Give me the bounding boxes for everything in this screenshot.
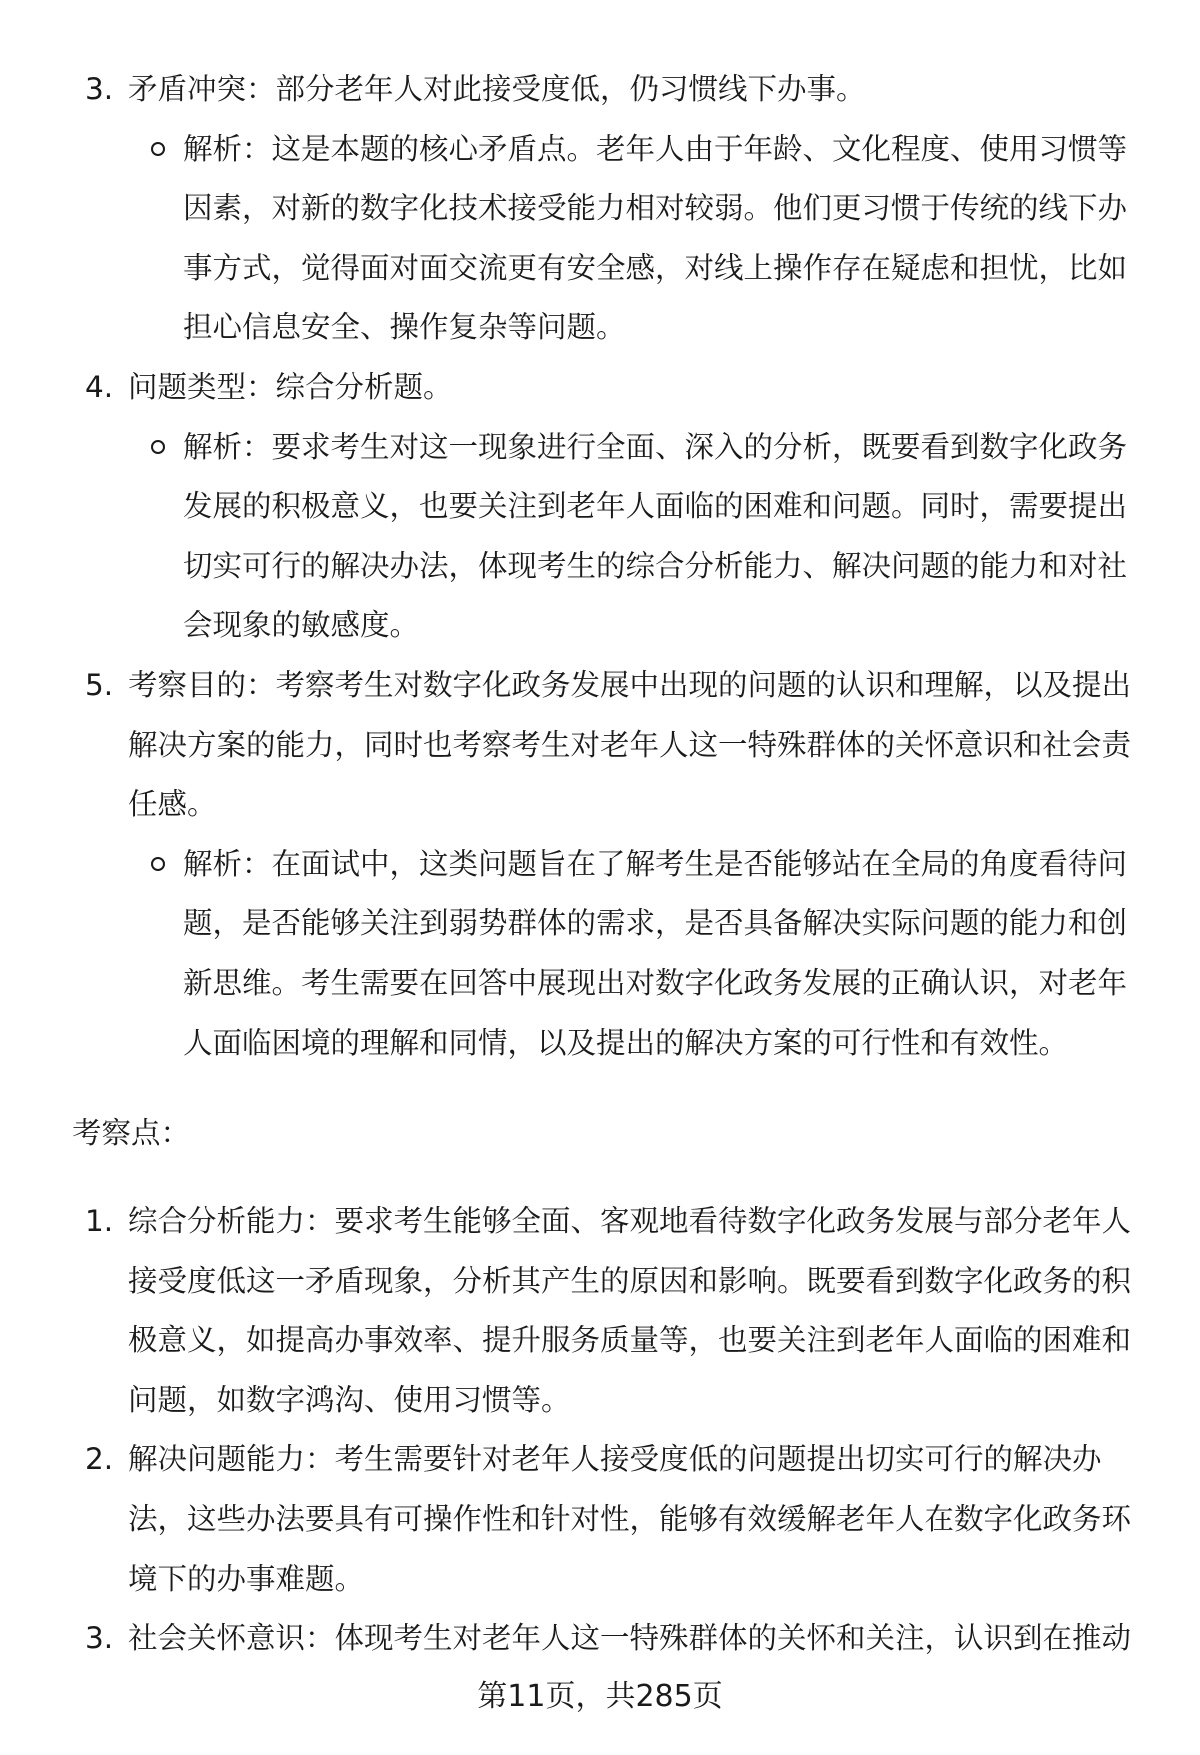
list-item-text: 考察目的：考察考生对数字化政务发展中出现的问题的认识和理解，以及提出 bbox=[128, 668, 1132, 702]
list-item-text: 综合分析能力：要求考生能够全面、客观地看待数字化政务发展与部分老年人 bbox=[128, 1204, 1132, 1238]
hollow-bullet-icon bbox=[151, 142, 165, 156]
analysis-text: 会现象的敏感度。 bbox=[183, 608, 420, 643]
analysis-text: 切实可行的解决办法，体现考生的综合分析能力、解决问题的能力和对社 bbox=[183, 548, 1128, 583]
list-item-text: 境下的办事难题。 bbox=[128, 1561, 365, 1596]
analysis-text: 发展的积极意义，也要关注到老年人面临的困难和问题。同时，需要提出 bbox=[183, 489, 1128, 524]
analysis-text: 人面临困境的理解和同情，以及提出的解决方案的可行性和有效性。 bbox=[183, 1025, 1069, 1060]
list-item-text: 任感。 bbox=[128, 787, 217, 822]
list-item-number: 4. bbox=[85, 370, 114, 404]
list-item-text: 社会关怀意识：体现考生对老年人这一特殊群体的关怀和关注，认识到在推动 bbox=[128, 1621, 1132, 1656]
analysis-text: 因素，对新的数字化技术接受能力相对较弱。他们更习惯于传统的线下办 bbox=[183, 191, 1128, 226]
list-item-text: 解决问题能力：考生需要针对老年人接受度低的问题提出切实可行的解决办 bbox=[128, 1442, 1102, 1477]
list-item-text: 解决方案的能力，同时也考察考生对老年人这一特殊群体的关怀意识和社会责 bbox=[128, 727, 1132, 762]
analysis-text: 事方式，觉得面对面交流更有安全感，对线上操作存在疑虑和担忧，比如 bbox=[183, 250, 1128, 285]
analysis-text: 解析：在面试中，这类问题旨在了解考生是否能够站在全局的角度看待问 bbox=[183, 846, 1128, 881]
list-item-number: 1. bbox=[85, 1204, 114, 1238]
list-item-number: 3. bbox=[85, 72, 114, 106]
analysis-text: 新思维。考生需要在回答中展现出对数字化政务发展的正确认识，对老年 bbox=[183, 966, 1128, 1000]
list-item-number: 2. bbox=[85, 1442, 114, 1477]
hollow-bullet-icon bbox=[151, 440, 165, 454]
list-item-text: 极意义，如提高办事效率、提升服务质量等，也要关注到老年人面临的困难和 bbox=[128, 1323, 1132, 1358]
list-item-text: 法，这些办法要具有可操作性和针对性，能够有效缓解老年人在数字化政务环 bbox=[128, 1502, 1132, 1536]
list-item-text: 问题，如数字鸿沟、使用习惯等。 bbox=[128, 1382, 571, 1417]
hollow-bullet-icon bbox=[151, 857, 165, 871]
list-item-text: 接受度低这一矛盾现象，分析其产生的原因和影响。既要看到数字化政务的积 bbox=[128, 1263, 1132, 1298]
analysis-text: 担心信息安全、操作复杂等问题。 bbox=[183, 310, 626, 345]
list-item-number: 3. bbox=[85, 1621, 114, 1656]
page-number-footer: 第11页，共285页 bbox=[477, 1679, 723, 1714]
list-item-number: 5. bbox=[85, 668, 114, 702]
analysis-text: 题，是否能够关注到弱势群体的需求，是否具备解决实际问题的能力和创 bbox=[183, 906, 1128, 941]
section-heading: 考察点： bbox=[72, 1116, 191, 1150]
list-item-text: 问题类型：综合分析题。 bbox=[128, 370, 453, 404]
list-item-text: 矛盾冲突：部分老年人对此接受度低，仍习惯线下办事。 bbox=[128, 72, 866, 106]
analysis-text: 解析：这是本题的核心矛盾点。老年人由于年龄、文化程度、使用习惯等 bbox=[183, 131, 1128, 166]
analysis-text: 解析：要求考生对这一现象进行全面、深入的分析，既要看到数字化政务 bbox=[183, 429, 1128, 464]
